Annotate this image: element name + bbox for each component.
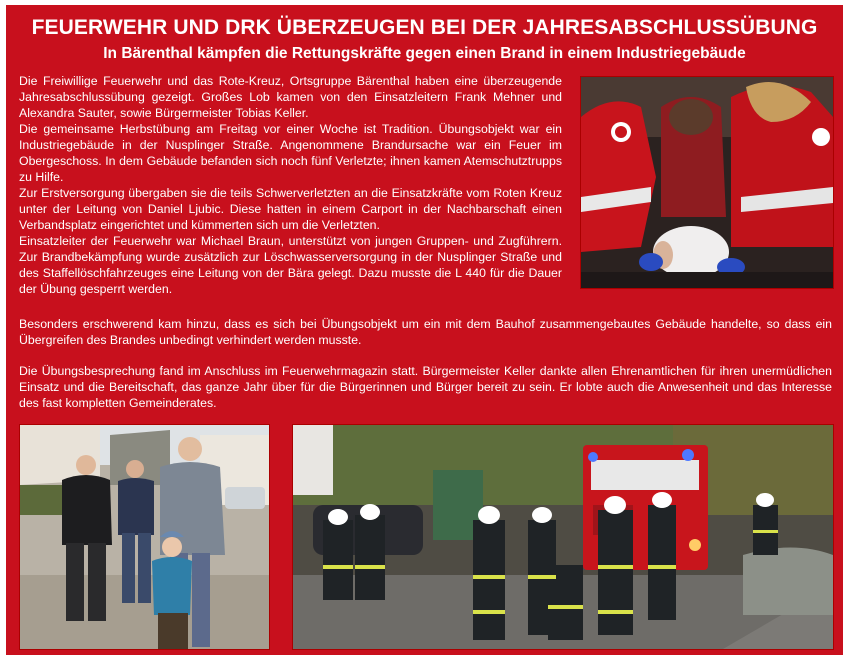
article-page [6, 5, 843, 655]
paragraph: Die gemeinsame Herbstübung am Freitag vor einer Woche ist Tradition. Übungsobjekt war ein Industriegebäude in der Nusplinger Straße. Angenommene Brandursache war ein Feuer im Obergeschoss. In dem Gebäude befanden sich noch fünf Verletzte; ihnen kamen Atemschutztrupps zu Hilfe. [19, 122, 562, 184]
officials-image [20, 425, 269, 649]
paragraph: Die Freiwillige Feuerwehr und das Rote-Kreuz, Ortsgruppe Bärenthal haben eine überzeugende Jahresabschlussübung gezeigt. Großes Lob kamen von den Einsatzleitern Frank Mehner und Alexandra Sauter, sowie Bürgermeister Tobias Keller. [19, 74, 562, 120]
headline: FEUERWEHR UND DRK ÜBERZEUGEN BEI DER JAHRESABSCHLUSSÜBUNG [31, 16, 818, 39]
paragraph: Die Übungsbesprechung fand im Anschluss im Feuerwehrmagazin statt. Bürgermeister Keller dankte allen Ehrenamtlichen für ihren unermüdlichen Einsatz und die Bereitschaft, das ganze Jahr über für die Bürgerinnen und Bürger bereit zu sein. Er lobte auch die Anwesenheit und das Interesse des fast kompletten Gemeinderates. [19, 364, 832, 410]
subheadline: In Bärenthal kämpfen die Rettungskräfte gegen einen Brand in einem Industriegebäude [103, 45, 746, 62]
article-body-top [19, 73, 562, 297]
photo-officials [19, 424, 270, 650]
photo-first-aid [580, 76, 834, 289]
photo-firefighters [292, 424, 834, 650]
firefighters-image [293, 425, 833, 649]
article-body-bottom [19, 363, 832, 411]
first-aid-image [581, 77, 833, 288]
paragraph: Besonders erschwerend kam hinzu, dass es sich bei Übungsobjekt um ein mit dem Bauhof zusammengebautes Gebäude handelte, so dass ein Übergreifen des Brandes unbedingt verhindert werden musste. [19, 317, 832, 347]
article-body-middle [19, 316, 832, 348]
paragraph: Einsatzleiter der Feuerwehr war Michael Braun, unterstützt von jungen Gruppen- und Zugführern. Zur Brandbekämpfung wurde zusätzlich zur Löschwasserversorgung in der Nusplinger Straße und des Staffellöschfahrzeuges eine Leitung von der Bära gelegt. Dazu musste die L 440 für die Dauer der Übung gesperrt werden. [19, 234, 562, 296]
paragraph: Zur Erstversorgung übergaben sie die teils Schwerverletzten an die Einsatzkräfte vom Roten Kreuz unter der Leitung von Daniel Ljubic. Diese hatten in einem Carport in der Nachbarschaft einen Verbandsplatz eingerichtet und kümmerten sich um die Verletzten. [19, 186, 562, 232]
